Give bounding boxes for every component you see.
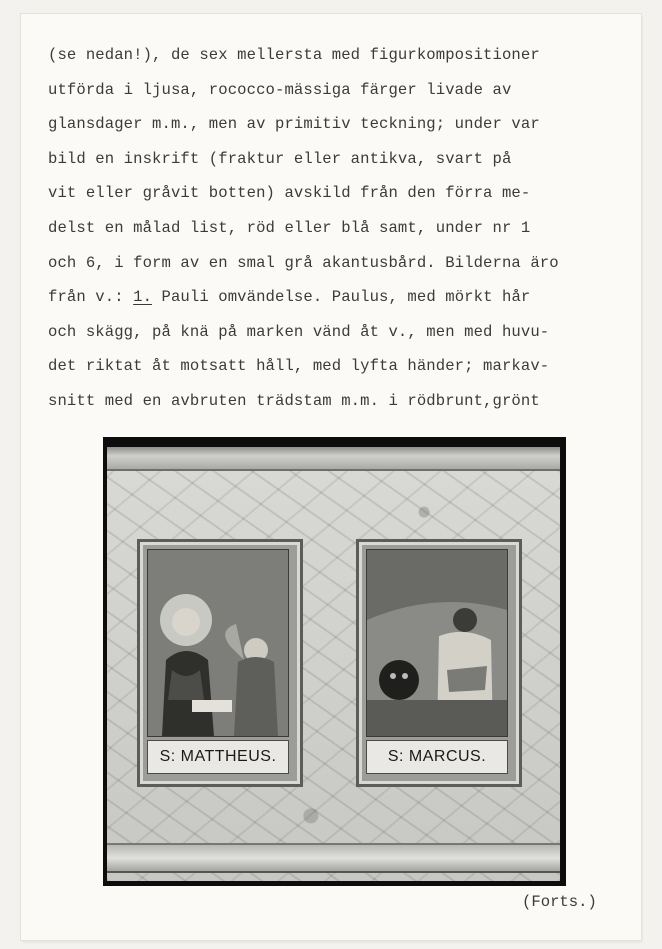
cornice-molding	[107, 447, 560, 471]
mattheus-painting	[147, 549, 289, 737]
text-line-10: det riktat åt motsatt håll, med lyfta händer; markav-	[48, 357, 550, 376]
text-line-8: från v.: 1. Pauli omvändelse. Paulus, med mörkt hår	[48, 288, 531, 307]
text-line-9: och skägg, på knä på marken vänd åt v., men med huvu-	[48, 322, 550, 341]
altar-photograph	[103, 437, 566, 886]
text-line-4: bild en inskrift (fraktur eller antikva, svart på	[48, 149, 512, 168]
marbled-wood-frame	[107, 447, 560, 881]
panel-mattheus	[137, 539, 303, 787]
text-line-5: vit eller gråvit botten) avskild från den förra me-	[48, 184, 531, 203]
panel-marcus	[356, 539, 522, 787]
text-line-11: snitt med en avbruten trädstam m.m. i rödbrunt,grönt	[48, 391, 540, 410]
marcus-painting	[366, 549, 508, 737]
caption-marcus: S: MARCUS.	[366, 740, 508, 774]
text-line-6: delst en målad list, röd eller blå samt, under nr 1	[48, 218, 531, 237]
typed-text-block	[48, 38, 628, 419]
text-line-3: glansdager m.m., men av primitiv teckning; under var	[48, 115, 540, 134]
text-line-7: och 6, i form av en smal grå akantusbård. Bilderna äro	[48, 253, 559, 272]
caption-mattheus: S: MATTHEUS.	[147, 740, 289, 774]
bottom-rail-molding	[107, 843, 560, 873]
text-line-2: utförda i ljusa, rococco-mässiga färger livade av	[48, 80, 512, 99]
item-number: 1.	[133, 288, 153, 307]
continued-note: (Forts.)	[522, 893, 597, 911]
text-line-1: (se nedan!), de sex mellersta med figurkompositioner	[48, 46, 540, 64]
